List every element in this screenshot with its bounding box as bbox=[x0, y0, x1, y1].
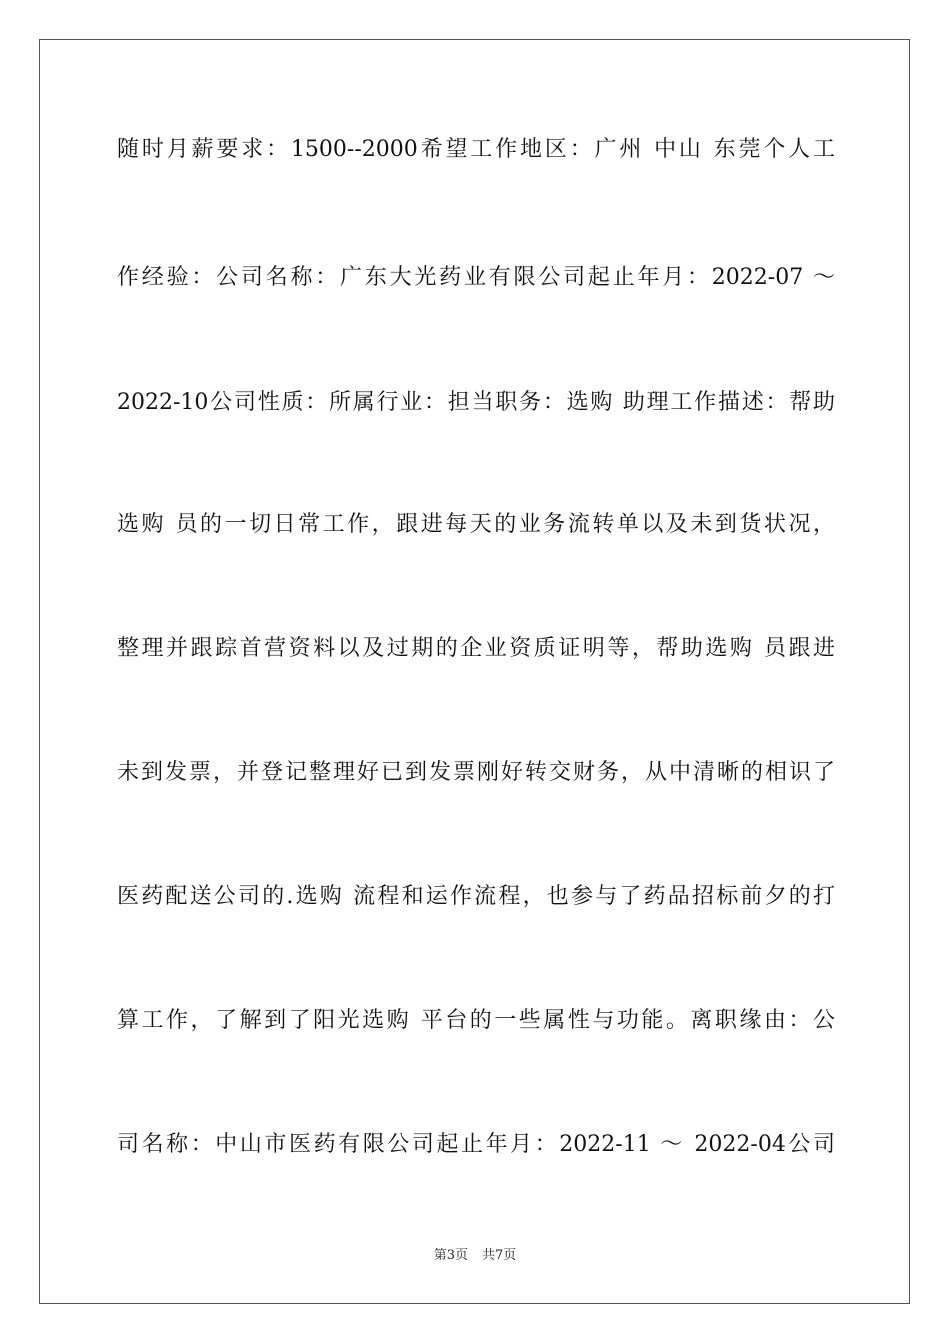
text-line: 整理并跟踪首营资料以及过期的企业资质证明等，帮助选购 员跟进 bbox=[117, 636, 835, 661]
text-line: 未到发票，并登记整理好已到发票刚好转交财务，从中清晰的相识了 bbox=[117, 760, 835, 785]
text-line: 2022-10公司性质：所属行业：担当职务：选购 助理工作描述：帮助 bbox=[117, 390, 835, 415]
text-line: 医药配送公司的.选购 流程和运作流程，也参与了药品招标前夕的打 bbox=[117, 884, 835, 909]
text-line: 随时月薪要求：1500--2000希望工作地区：广州 中山 东莞个人工 bbox=[117, 137, 835, 162]
page-number: 第3页 bbox=[433, 1248, 468, 1263]
text-line: 作经验：公司名称：广东大光药业有限公司起止年月：2022-07 ～ bbox=[117, 265, 835, 290]
page-total: 共7页 bbox=[482, 1248, 517, 1263]
text-line: 算工作，了解到了阳光选购 平台的一些属性与功能。离职缘由：公 bbox=[117, 1008, 835, 1033]
text-line: 选购 员的一切日常工作，跟进每天的业务流转单以及未到货状况， bbox=[117, 512, 835, 537]
page-footer bbox=[0, 1248, 950, 1264]
page-border bbox=[39, 39, 910, 1304]
text-line: 司名称：中山市医药有限公司起止年月：2022-11 ～ 2022-04公司 bbox=[117, 1132, 835, 1157]
